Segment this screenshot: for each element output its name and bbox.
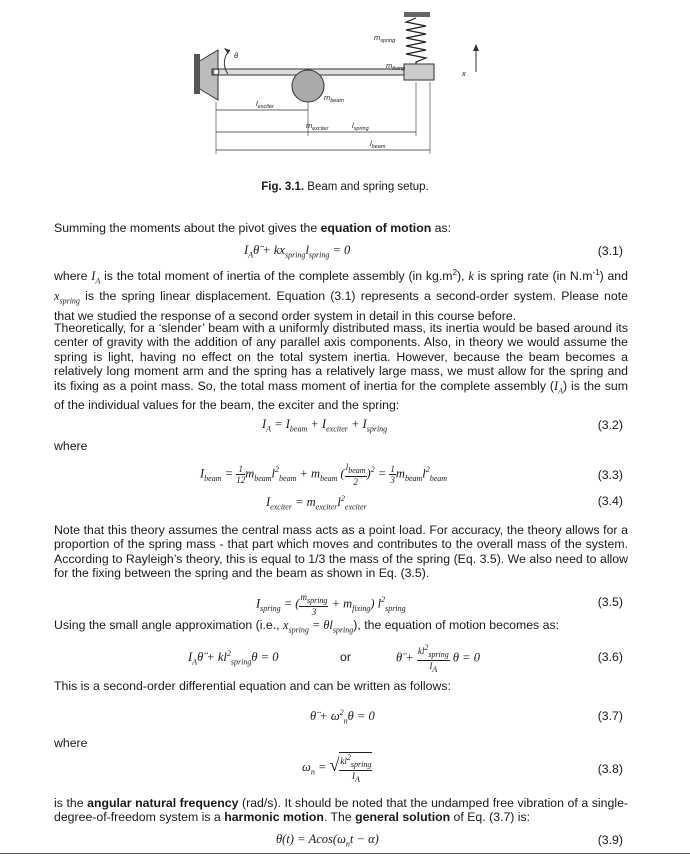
svg-text:x: x xyxy=(462,69,466,78)
eq-number-3-2: (3.2) xyxy=(597,418,623,432)
svg-text:lbeam: $l_{beam}$ xyxy=(370,139,386,150)
equation-3-4: $I_{exciter} = m_{exciter}l^2_{exciter}$ xyxy=(266,494,367,512)
paragraph-theory: Theoretically, for a ‘slender’ beam with a uniformly distributed mass, its inertia would be based around its center of gravity with the addition of any parallel axis components. Also, in theory we would assume the spring is light, having no effect on the total system inertia. However, because the beam becomes a relatively long moment arm and the spring has a relatively large mass, we must allow for the spring and its fixing as a point mass. So, the total mass moment of inertia for the complete assembly $(I_A)$ is the sum of the individual values for the beam, the exciter and the spring: xyxy=(54,321,628,413)
eq-number-3-8: (3.8) xyxy=(597,762,623,776)
page-bottom-rule xyxy=(0,853,690,854)
or-label: or xyxy=(340,650,351,664)
equation-3-2: $I_A = I_{beam} + I_{exciter} + I_{spring}$ xyxy=(262,417,388,434)
equation-3-9: $\theta(t) = Acos(\omega_nt - \alpha)$ xyxy=(276,832,379,849)
svg-text:θ: θ xyxy=(234,51,239,60)
svg-text:mexciter: $m_{exciter}$ xyxy=(306,121,329,132)
paragraph-eom-intro: Summing the moments about the pivot gives the equation of motion as: xyxy=(54,221,452,235)
equation-3-6b: θ̈ + $\frac{kl^2_{spring}}{I_A}$ θ = 0 xyxy=(396,643,480,674)
paragraph-inertia-definition: where $I_A$ is the total moment of inertia of the complete assembly (in $kg.m^2$), k is spring rate (in $N.m^{-1}$) and $x_{spring}$ is the spring linear displacement. Equation (3.1) represents a second-order system. Please note that we studied the response of a second order system in detail in this course before. xyxy=(54,268,628,323)
equation-3-8: $\omega_n$ = √ $\frac{kl^2_{spring}}{I_A}$ xyxy=(302,753,372,784)
eq-number-3-5: (3.5) xyxy=(597,595,623,609)
spring-coil xyxy=(406,18,426,64)
svg-text:lspring: $l_{spring}$ xyxy=(352,121,369,132)
eq-number-3-3: (3.3) xyxy=(597,468,623,482)
equation-3-3: $I_{beam}$ = $\frac{1}{12}$ $m_{beam}l^2_{beam} + m_{beam}$ ( $\frac{l_{beam}}{2}$ )$^2$ = $\frac{1}{3}$ $m_{beam}l^2_{beam}$ xyxy=(200,462,448,487)
equation-3-5: $I_{spring}$ = ( $\frac{m_{spring}}{3}$ + $m_{fixing}$) $l^2_{spring}$ xyxy=(256,592,406,617)
equation-3-6a: $I_A\thetä + kl^2_{spring}\theta = 0$ xyxy=(188,649,279,667)
svg-text:mspring: $m_{spring}$ xyxy=(374,33,396,44)
spring-fixing xyxy=(404,64,434,80)
equation-3-7: θ̈ + $\omega^2_n\theta = 0$ xyxy=(310,708,375,726)
eq-number-3-4: (3.4) xyxy=(597,494,623,508)
paragraph-small-angle: Using the small angle approximation (i.e., $x_{spring} = \theta l_{spring}$), the equation of motion becomes as: xyxy=(54,618,560,635)
equation-3-1: $I_A\thetä + kx_{spring}l_{spring} = 0$ xyxy=(244,243,351,260)
eq-number-3-6: (3.6) xyxy=(597,650,623,664)
exciter-mass xyxy=(292,70,324,102)
svg-text:mfixing: $m_{fixing}$ xyxy=(386,61,406,72)
eq-number-3-7: (3.7) xyxy=(597,709,623,723)
paragraph-rayleigh: Note that this theory assumes the central mass acts as a point load. For accuracy, the theory allows for a proportion of the spring mass - that part which moves and contributes to the overall mass of the system. According to Rayleigh’s theory, this is equal to 1/3 the mass of the spring (Eq. 3.5). We also need to allow for the fixing between the spring and the beam as shown in Eq. (3.5). xyxy=(54,523,628,581)
where-label-2: where xyxy=(54,736,88,750)
figure-caption: Fig. 3.1. Beam and spring setup. xyxy=(261,181,429,193)
eq-number-3-1: (3.1) xyxy=(597,244,623,258)
svg-text:mbeam: $m_{beam}$ xyxy=(324,93,345,104)
svg-text:lexciter: $l_{exciter}$ xyxy=(256,99,274,110)
beam-spring-figure xyxy=(180,6,500,156)
paragraph-natural-frequency: is the angular natural frequency (rad/s). It should be noted that the undamped free vibration of a single-degree-of-freedom system is a harmonic motion. The general solution of Eq. (3.7) is: xyxy=(54,796,629,825)
paragraph-second-order: This is a second-order differential equation and can be written as follows: xyxy=(54,679,451,693)
eq-number-3-9: (3.9) xyxy=(597,833,623,847)
where-label-1: where xyxy=(54,439,88,453)
